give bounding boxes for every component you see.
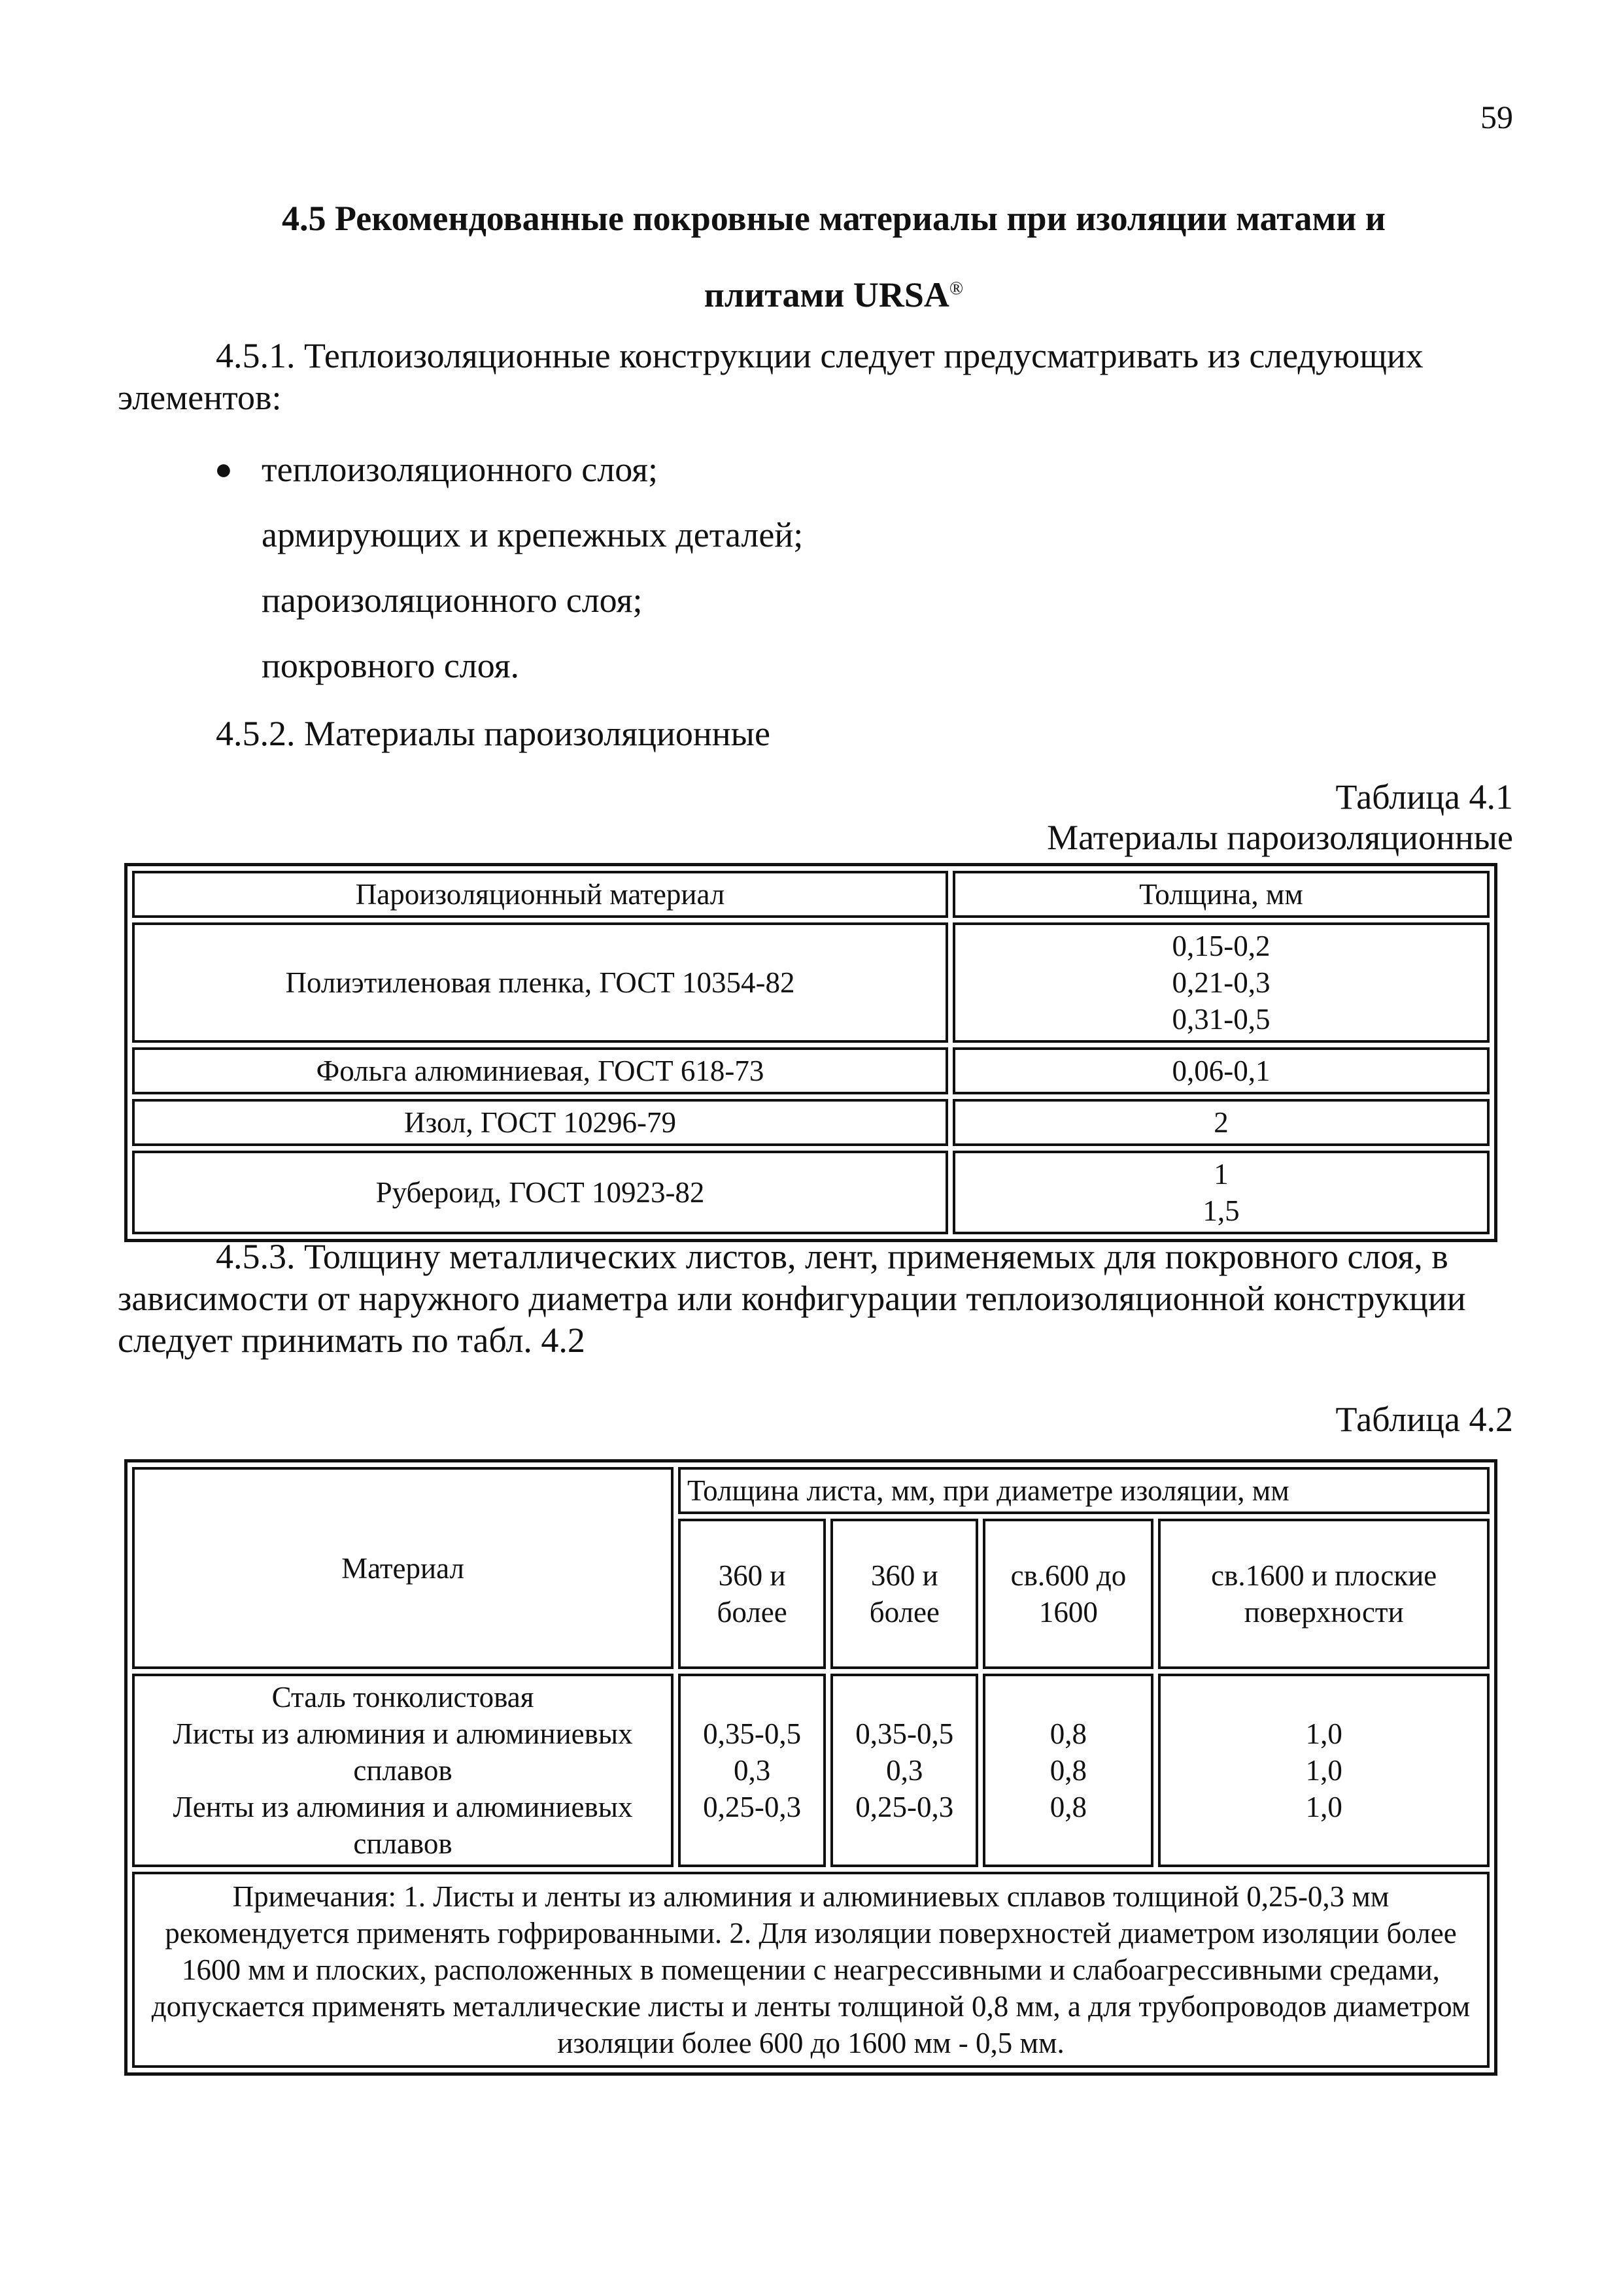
material-list-cell: [132, 1674, 674, 1867]
table1-caption: [1047, 777, 1513, 858]
thickness-value: 0,31-0,5: [1172, 1003, 1271, 1036]
thickness-value: 1,5: [1203, 1194, 1240, 1227]
subheader-cell: 360 и более: [678, 1519, 826, 1669]
material-name: Сталь тонколистовая: [271, 1681, 534, 1714]
material-cell: Рубероид, ГОСТ 10923-82: [132, 1151, 948, 1234]
page-number: 59: [1480, 99, 1513, 135]
value: 0,3: [733, 1754, 771, 1787]
value-cell: [983, 1674, 1153, 1867]
section-title-line1: 4.5 Рекомендованные покровные материалы при изоляции матами и: [282, 199, 1386, 238]
material-name: Ленты из алюминия и алюминиевых сплавов: [173, 1791, 633, 1860]
list-item-text: пароизоляционного слоя;: [262, 581, 643, 620]
table-header-row: [132, 871, 1490, 918]
material-cell: Изол, ГОСТ 10296-79: [132, 1099, 948, 1146]
value: 0,8: [1049, 1791, 1087, 1823]
bullet-icon: ●: [214, 452, 233, 486]
value: 0,35-0,5: [855, 1717, 954, 1750]
value: 0,25-0,3: [703, 1791, 802, 1823]
thickness-value: 1: [1214, 1158, 1229, 1190]
subheader-cell: св.600 до 1600: [983, 1519, 1153, 1669]
section-title-line2: [196, 254, 1471, 330]
table-row: [132, 922, 1490, 1043]
sheet-thickness-table: [124, 1459, 1497, 2076]
value: 1,0: [1305, 1717, 1342, 1750]
paragraph-4-5-1: 4.5.1. Теплоизоляционные конструкции следует предусматривать из следующих элементов:: [118, 336, 1424, 417]
value: 0,3: [886, 1754, 923, 1787]
header-thickness-group: Толщина листа, мм, при диаметре изоляции, мм: [678, 1467, 1490, 1514]
value: 0,8: [1049, 1754, 1087, 1787]
header-material: Пароизоляционный материал: [132, 871, 948, 918]
table1-title: Материалы пароизоляционные: [1047, 818, 1513, 857]
section-title-line2-text: плитами URSA: [704, 275, 949, 314]
material-cell: Фольга алюминиевая, ГОСТ 618-73: [132, 1047, 948, 1094]
list-item-text: теплоизоляционного слоя;: [262, 450, 658, 489]
value: 0,8: [1049, 1717, 1087, 1750]
thickness-cell: [953, 922, 1490, 1043]
table-row: [132, 1047, 1490, 1094]
subheader-cell: 360 и более: [830, 1519, 978, 1669]
section-title: [196, 183, 1471, 330]
subheader-cell: св.1600 и плоские поверхности: [1158, 1519, 1490, 1669]
thickness-value: 0,21-0,3: [1172, 966, 1271, 999]
paragraph-4-5-3: 4.5.3. Толщину металлических листов, лент, применяемых для покровного слоя, в зависимости от наружного диаметра или конфигурации теплоизоляционной конструкции следует принимать по табл. 4.2: [118, 1237, 1466, 1360]
list-item-text: покровного слоя.: [262, 646, 520, 685]
table1-number: Таблица 4.1: [1335, 777, 1513, 817]
value: 0,35-0,5: [703, 1717, 802, 1750]
value: 0,25-0,3: [855, 1791, 954, 1823]
table-note: Примечания: 1. Листы и ленты из алюминия и алюминиевых сплавов толщиной 0,25-0,3 мм рекомендуется применять гофрированными. 2. Для изоляции поверхностей диаметром изоляции более 1600 мм и плоских, расположенных в помещении с неагрессивными и слабоагрессивными средами, допускается применять металлические листы и ленты толщиной 0,8 мм, а для трубопроводов диаметром изоляции более 600 до 1600 мм - 0,5 мм.: [132, 1872, 1490, 2068]
header-thickness: Толщина, мм: [953, 871, 1490, 918]
list-item-text: армирующих и крепежных деталей;: [262, 515, 804, 554]
paragraph-4-5-2: 4.5.2. Материалы пароизоляционные: [216, 714, 770, 753]
header-material: Материал: [132, 1467, 674, 1669]
list-item: [262, 502, 803, 567]
list-item: [214, 437, 803, 502]
value-cell: [830, 1674, 978, 1867]
table-row: [132, 1674, 1490, 1867]
list-item: [262, 567, 803, 633]
registered-mark: ®: [949, 279, 964, 299]
material-name: Листы из алюминия и алюминиевых сплавов: [173, 1717, 633, 1787]
value: 1,0: [1305, 1791, 1342, 1823]
table-header-row: [132, 1467, 1490, 1514]
table2-caption: Таблица 4.2: [1335, 1400, 1513, 1439]
table-note-row: [132, 1872, 1490, 2068]
value-cell: [1158, 1674, 1490, 1867]
value-cell: [678, 1674, 826, 1867]
table-row: [132, 1151, 1490, 1234]
vapor-barrier-table: [124, 863, 1497, 1242]
thickness-cell: 2: [953, 1099, 1490, 1146]
thickness-cell: [953, 1151, 1490, 1234]
table-row: [132, 1099, 1490, 1146]
thickness-value: 0,15-0,2: [1172, 930, 1271, 962]
list-item: [262, 633, 803, 698]
thickness-cell: 0,06-0,1: [953, 1047, 1490, 1094]
value: 1,0: [1305, 1754, 1342, 1787]
element-list: [214, 437, 804, 698]
material-cell: Полиэтиленовая пленка, ГОСТ 10354-82: [132, 922, 948, 1043]
